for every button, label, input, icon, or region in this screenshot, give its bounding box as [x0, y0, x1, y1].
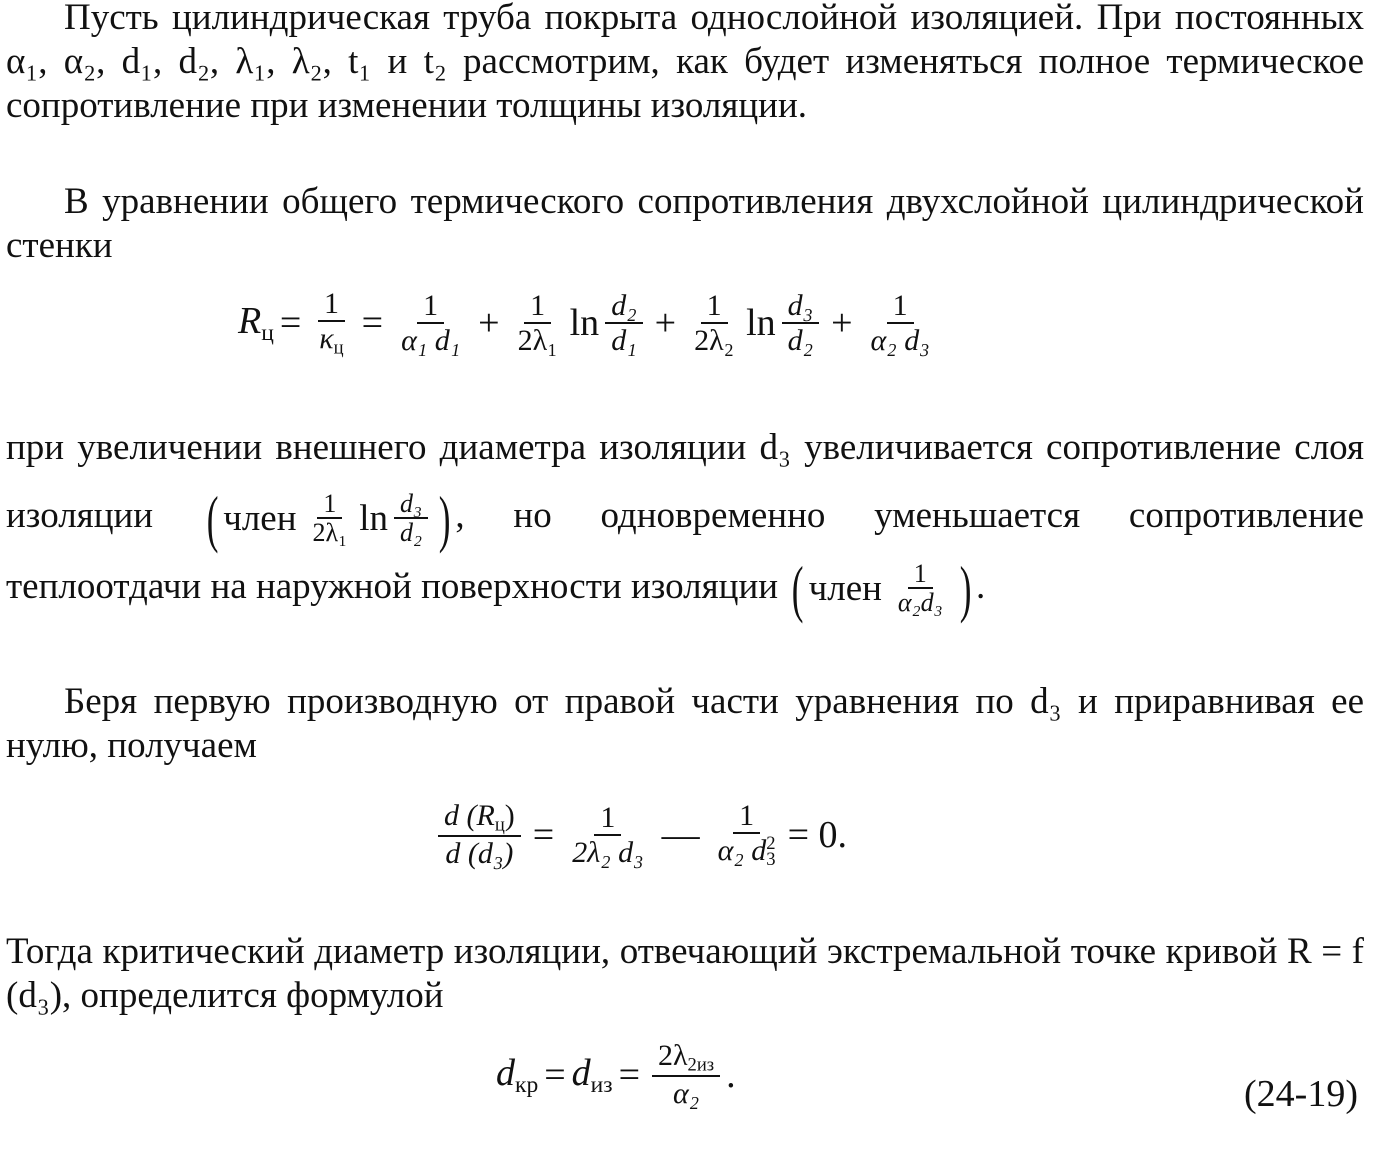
- equation-critical-diameter: [496, 1040, 736, 1110]
- equation-number: (24-19): [1244, 1073, 1358, 1115]
- eq2-minus: —: [661, 814, 700, 857]
- eq3-end: .: [726, 1054, 736, 1097]
- eq1-frac-4: $\frac{1}{\text{α₂ d₃}}$: [870, 289, 930, 357]
- eq1-equals: =: [279, 302, 302, 345]
- paragraph-critical-diameter: [6, 930, 1364, 1018]
- equation-total-resistance: [238, 288, 942, 359]
- eq2-equals: =: [532, 814, 555, 857]
- paragraph-derivative-text: Беря первую производную от правой части уравнения по d₃ и приравнивая ее нулю, получаем: [6, 681, 1364, 766]
- eq2-lhs-frac: $\frac{d (R_ц)}{\text{d (d₃)}}$: [438, 800, 521, 870]
- paragraph-intro: [6, 0, 1364, 128]
- eq2-rhs: = 0.: [787, 814, 847, 857]
- eq1-frac-2-arg: $\frac{\text{d₂}}{\text{d₁}}$: [605, 290, 642, 357]
- paragraph-insulation-effect-text-c: .: [975, 565, 986, 607]
- eq3-mid: $d_{из}$: [571, 1052, 613, 1099]
- eq3-equals-2: =: [618, 1054, 640, 1097]
- eq1-ln-2: ln: [746, 302, 776, 345]
- eq1-plus-3: +: [831, 302, 853, 345]
- paragraph-insulation-effect-text-a: при увеличении внешнего диаметра изоляции d₃ увеличивается сопротивление слоя изоляции: [6, 427, 1364, 536]
- eq1-plus-1: +: [478, 302, 500, 345]
- eq1-frac-3: $\frac{1}{\text{2λ₂}}$: [694, 289, 735, 357]
- paragraph-insulation-effect: [6, 414, 1364, 623]
- eq1-frac-0: $\frac{1}{\kappa_ц}$: [319, 287, 344, 359]
- eq2-frac-1: $\frac{1}{\text{2λ₂ d₃}}$: [572, 801, 644, 869]
- eq2-frac-2: $\frac{1}{\alpha_2 d^2_3}$: [717, 799, 776, 871]
- paragraph-equation-context: [6, 180, 1364, 268]
- paragraph-derivative: [6, 680, 1364, 768]
- equation-derivative: [432, 800, 847, 871]
- eq3-equals-1: =: [544, 1054, 566, 1097]
- paragraph-insulation-effect-text-b: , но одновременно уменьшается сопротивление теплоотдачи на наружной поверхности изоляции: [6, 495, 1365, 607]
- inline-term-insulation: ( член $\frac{1}{\text{2λ₁}}$ ln $\frac{\text{d₃}}{\text{d₂}}$ ): [206, 482, 451, 554]
- paragraph-equation-context-text: В уравнении общего термического сопротивления двухслойной цилиндрической стенки: [6, 181, 1364, 266]
- eq1-frac-2: $\frac{1}{\text{2λ₁}}$: [517, 289, 558, 357]
- eq3-lhs: $d_{кр}$: [496, 1052, 539, 1099]
- eq1-lhs: $R_ц$: [238, 300, 274, 347]
- eq1-plus-2: +: [654, 302, 677, 345]
- eq1-ln-1: ln: [569, 302, 600, 345]
- eq3-frac: $\frac{2\lambda_{2из}}{\text{α₂}}$: [652, 1040, 720, 1110]
- eq1-frac-3-arg: $\frac{\text{d₃}}{\text{d₂}}$: [782, 290, 819, 357]
- eq1-frac-1: $\frac{1}{\text{α₁ d₁}}$: [401, 289, 461, 357]
- eq1-equals-2: =: [361, 302, 384, 345]
- inline-term-heat-transfer: ( член $\frac{1}{\text{α₂d₃}}$ ): [792, 553, 972, 625]
- paragraph-intro-text: Пусть цилиндрическая труба покрыта однослойной изоляцией. При постоянных α₁, α₂, d₁, d₂, λ₁, λ₂, t₁ и t₂ рассмотрим, как будет изменяться полное термическое сопротивление при изменении толщины изоляции.: [6, 0, 1364, 126]
- paragraph-critical-diameter-text: Тогда критический диаметр изоляции, отвечающий экстремальной точке кривой R = f (d₃), определится формулой: [6, 931, 1364, 1016]
